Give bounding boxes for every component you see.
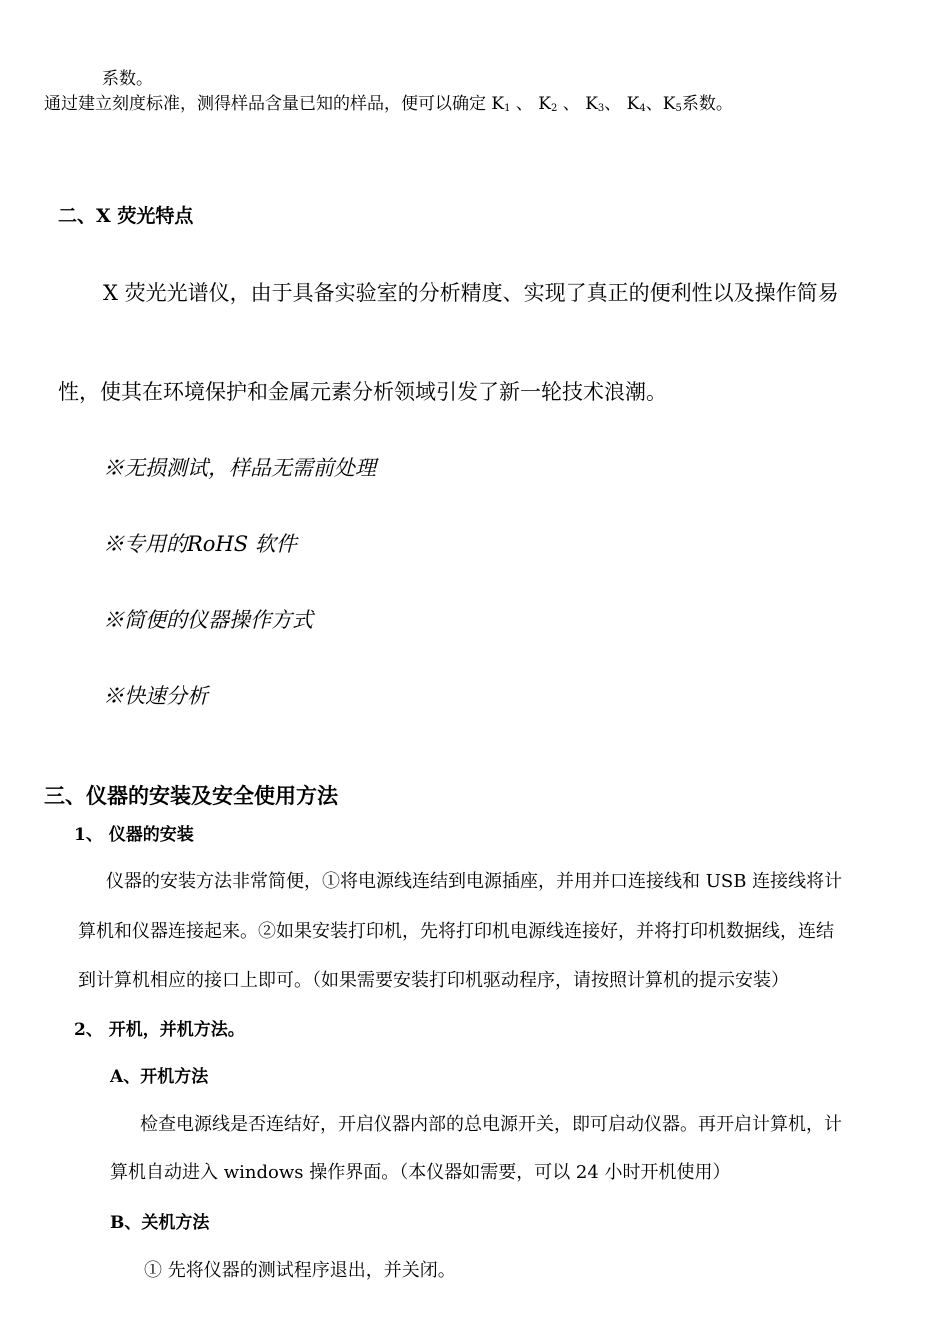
- intro-line-2: [44, 89, 733, 114]
- power-on-line-1: 检查电源线是否连结好，开启仪器内部的总电源开关，即可启动仪器。再开启计算机，计: [140, 1114, 842, 1135]
- k1-subscript: 1: [504, 103, 511, 114]
- feature-item-rohs-software: ※专用的RoHS 软件: [103, 532, 297, 556]
- k-separator-3: 、: [604, 94, 627, 114]
- intro-line-2-text: 通过建立刻度标准，测得样品含量已知的样品，便可以确定: [44, 94, 486, 114]
- section-2-heading: 二、X 荧光特点: [58, 205, 194, 227]
- k2-symbol: K: [538, 94, 551, 114]
- k3-subscript: 3: [597, 103, 605, 114]
- k-separator-4: 、: [645, 94, 663, 114]
- feature-item-fast-analysis: ※快速分析: [103, 684, 208, 708]
- k3-symbol: K: [585, 94, 598, 114]
- intro-tail: 系数。: [681, 94, 733, 114]
- section-2-paragraph-line-1: X 荧光光谱仪，由于具备实验室的分析精度、实现了真正的便利性以及操作简易: [103, 281, 839, 305]
- section-3-heading: 三、仪器的安装及安全使用方法: [44, 783, 338, 808]
- power-off-step-1: ① 先将仪器的测试程序退出，并关闭。: [144, 1260, 456, 1281]
- feature-item-easy-operation: ※简便的仪器操作方式: [103, 608, 313, 632]
- installation-line-1: 仪器的安装方法非常简便，①将电源线连结到电源插座，并用并口连接线和 USB 连接线将计: [106, 871, 843, 892]
- k-separator-1: 、: [510, 94, 533, 114]
- power-off-heading: B、关机方法: [110, 1213, 210, 1233]
- k2-subscript: 2: [551, 103, 558, 114]
- k4-symbol: K: [626, 94, 640, 114]
- k4-subscript: 4: [639, 103, 646, 114]
- installation-line-3: 到计算机相应的接口上即可。（如果需要安装打印机驱动程序，请按照计算机的提示安装）: [78, 970, 789, 991]
- k-separator-2: 、: [557, 94, 580, 114]
- k5-symbol: K: [662, 94, 676, 114]
- k5-subscript: 5: [675, 103, 682, 114]
- intro-line-1: 系数。: [102, 69, 153, 89]
- power-on-line-2: 算机自动进入 windows 操作界面。（本仪器如需要，可以 24 小时开机使用）: [110, 1162, 731, 1183]
- feature-item-nondestructive: ※无损测试，样品无需前处理: [103, 456, 376, 480]
- subsection-1-heading: 1、 仪器的安装: [74, 825, 194, 845]
- installation-line-2: 算机和仪器连接起来。②如果安装打印机，先将打印机电源线连接好，并将打印机数据线，连结: [78, 921, 834, 942]
- power-on-heading: A、开机方法: [110, 1067, 209, 1087]
- subsection-2-heading: 2、 开机，并机方法。: [74, 1020, 245, 1040]
- k1-symbol: K: [491, 94, 505, 114]
- section-2-paragraph-line-2: 性，使其在环境保护和金属元素分析领域引发了新一轮技术浪潮。: [58, 380, 667, 404]
